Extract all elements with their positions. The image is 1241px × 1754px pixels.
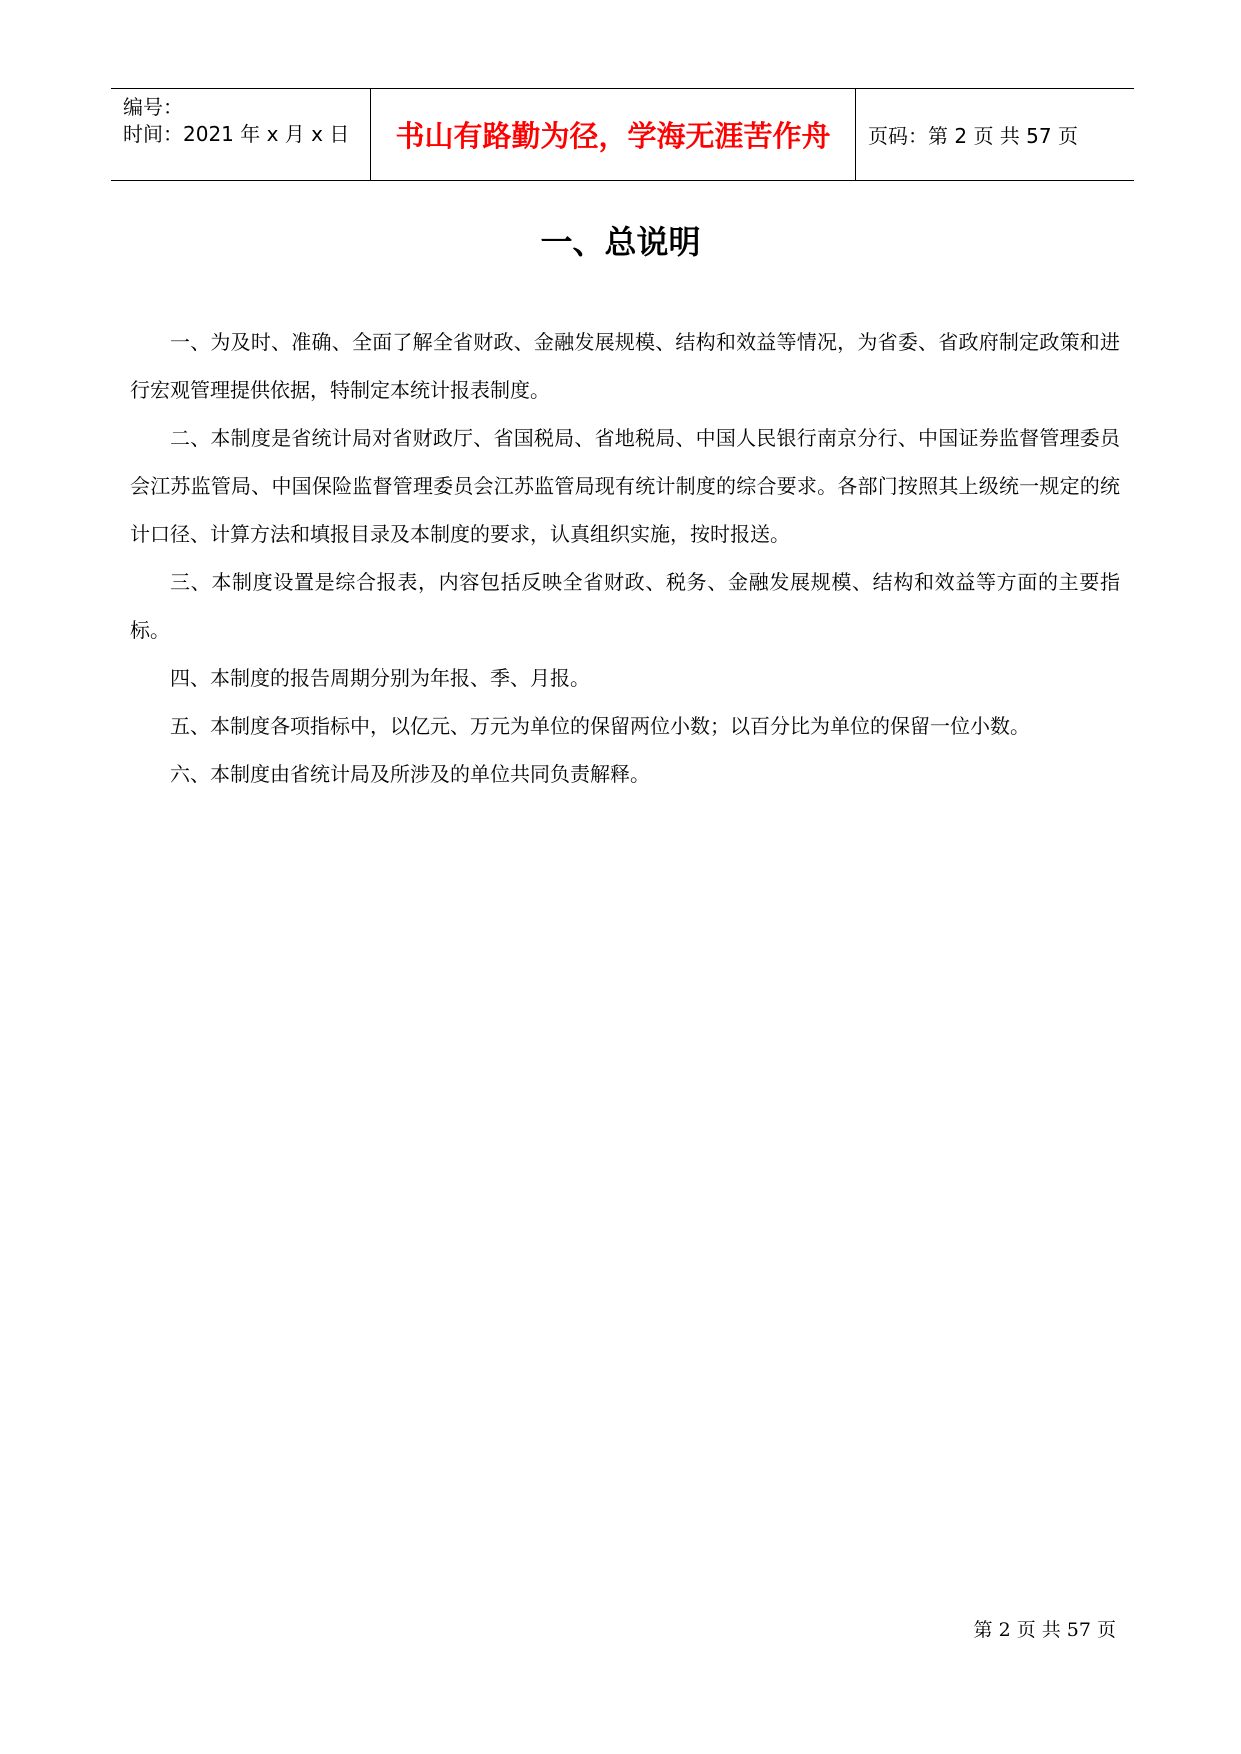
paragraph-6: 六、本制度由省统计局及所涉及的单位共同负责解释。 (170, 762, 650, 786)
paragraph-1: 一、为及时、准确、全面了解全省财政、金融发展规模、结构和效益等情况，为省委、省政府制定政策和进行宏观管理提供依据，特制定本统计报表制度。 (130, 330, 1120, 402)
paragraph-4: 四、本制度的报告周期分别为年报、季、月报。 (170, 666, 590, 690)
page-title: 一、总说明 (540, 223, 701, 261)
page-footer: 第 2 页 共 57 页 (973, 1619, 1116, 1641)
paragraph-5: 五、本制度各项指标中，以亿元、万元为单位的保留两位小数；以百分比为单位的保留一位小数。 (170, 714, 1030, 738)
header-motto: 书山有路勤为径，学海无涯苦作舟 (371, 89, 856, 180)
time-label: 时间：2021 年 x 月 x 日 (123, 122, 350, 146)
paragraph-3: 三、本制度设置是综合报表，内容包括反映全省财政、税务、金融发展规模、结构和效益等方面的主要指标。 (130, 570, 1120, 642)
number-label: 编号： (123, 95, 183, 119)
body-text (130, 318, 1120, 798)
header-page-label: 页码：第 2 页 共 57 页 (868, 124, 1078, 148)
header-meta (111, 89, 371, 180)
paragraph-2: 二、本制度是省统计局对省财政厅、省国税局、省地税局、中国人民银行南京分行、中国证券监督管理委员会江苏监管局、中国保险监督管理委员会江苏监管局现有统计制度的综合要求。各部门按照其上级统一规定的统计口径、计算方法和填报目录及本制度的要求，认真组织实施，按时报送。 (130, 426, 1120, 546)
document-header (111, 88, 1134, 181)
